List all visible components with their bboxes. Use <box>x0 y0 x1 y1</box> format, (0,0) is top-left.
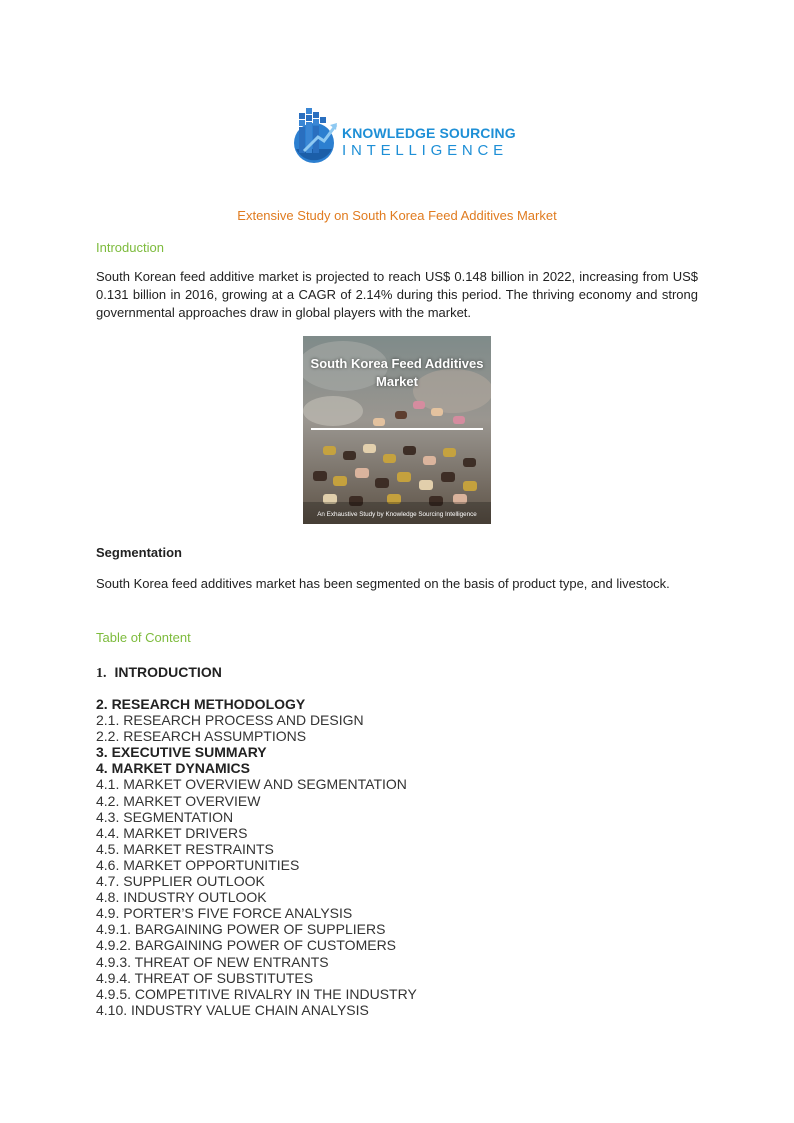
toc-item: 4.8. INDUSTRY OUTLOOK <box>96 889 267 906</box>
toc-list <box>96 696 417 1018</box>
toc-item: 4.5. MARKET RESTRAINTS <box>96 840 274 857</box>
logo-text-line2: INTELLIGENCE <box>342 142 508 159</box>
toc-item: 4.9.3. THREAT OF NEW ENTRANTS <box>96 953 329 970</box>
toc-item: 2.1. RESEARCH PROCESS AND DESIGN <box>96 712 364 729</box>
toc-item: 4.4. MARKET DRIVERS <box>96 824 248 841</box>
segmentation-heading: Segmentation <box>96 545 182 560</box>
toc-item: 4.3. SEGMENTATION <box>96 808 234 825</box>
toc-heading: Table of Content <box>96 630 191 645</box>
introduction-heading: Introduction <box>96 240 164 255</box>
toc-item: 4.9. PORTER’S FIVE FORCE ANALYSIS <box>96 905 353 922</box>
toc-item-label: INTRODUCTION <box>114 664 222 680</box>
toc-item: 2. RESEARCH METHODOLOGY <box>96 696 306 712</box>
toc-item-number: 1. <box>96 666 107 681</box>
logo-text-line1: KNOWLEDGE SOURCING <box>342 125 516 141</box>
toc-item: 4.6. MARKET OPPORTUNITIES <box>96 856 300 873</box>
cover-footer: An Exhaustive Study by Knowledge Sourcing Intelligence <box>317 511 477 518</box>
toc-item: 4.7. SUPPLIER OUTLOOK <box>96 873 265 890</box>
toc-item: 4.2. MARKET OVERVIEW <box>96 792 261 809</box>
toc-item: 4.1. MARKET OVERVIEW AND SEGMENTATION <box>96 776 407 793</box>
cover-title: South Korea Feed Additives Market <box>310 356 484 389</box>
toc-item-introduction <box>96 664 222 682</box>
toc-item: 4.9.2. BARGAINING POWER OF CUSTOMERS <box>96 937 397 954</box>
toc-item: 2.2. RESEARCH ASSUMPTIONS <box>96 728 307 745</box>
toc-item: 4. MARKET DYNAMICS <box>96 760 251 777</box>
toc-item: 4.10. INDUSTRY VALUE CHAIN ANALYSIS <box>96 1001 369 1018</box>
company-logo <box>290 103 516 167</box>
segmentation-paragraph: South Korea feed additives market has been segmented on the basis of product type, and livestock. <box>96 576 670 591</box>
report-cover-image <box>303 336 491 524</box>
logo-mark-icon <box>290 103 342 165</box>
document-title: Extensive Study on South Korea Feed Additives Market <box>237 208 557 223</box>
toc-item: 4.9.5. COMPETITIVE RIVALRY IN THE INDUSTRY <box>96 985 417 1002</box>
toc-item: 4.9.4. THREAT OF SUBSTITUTES <box>96 969 314 986</box>
introduction-paragraph: South Korean feed additive market is projected to reach US$ 0.148 billion in 2022, increasing from US$ 0.131 billion in 2016, growing at a CAGR of 2.14% during this period. The thriving economy and strong governmental approaches draw in global players with the market. <box>96 269 698 320</box>
toc-item: 3. EXECUTIVE SUMMARY <box>96 744 267 761</box>
toc-item: 4.9.1. BARGAINING POWER OF SUPPLIERS <box>96 921 386 938</box>
